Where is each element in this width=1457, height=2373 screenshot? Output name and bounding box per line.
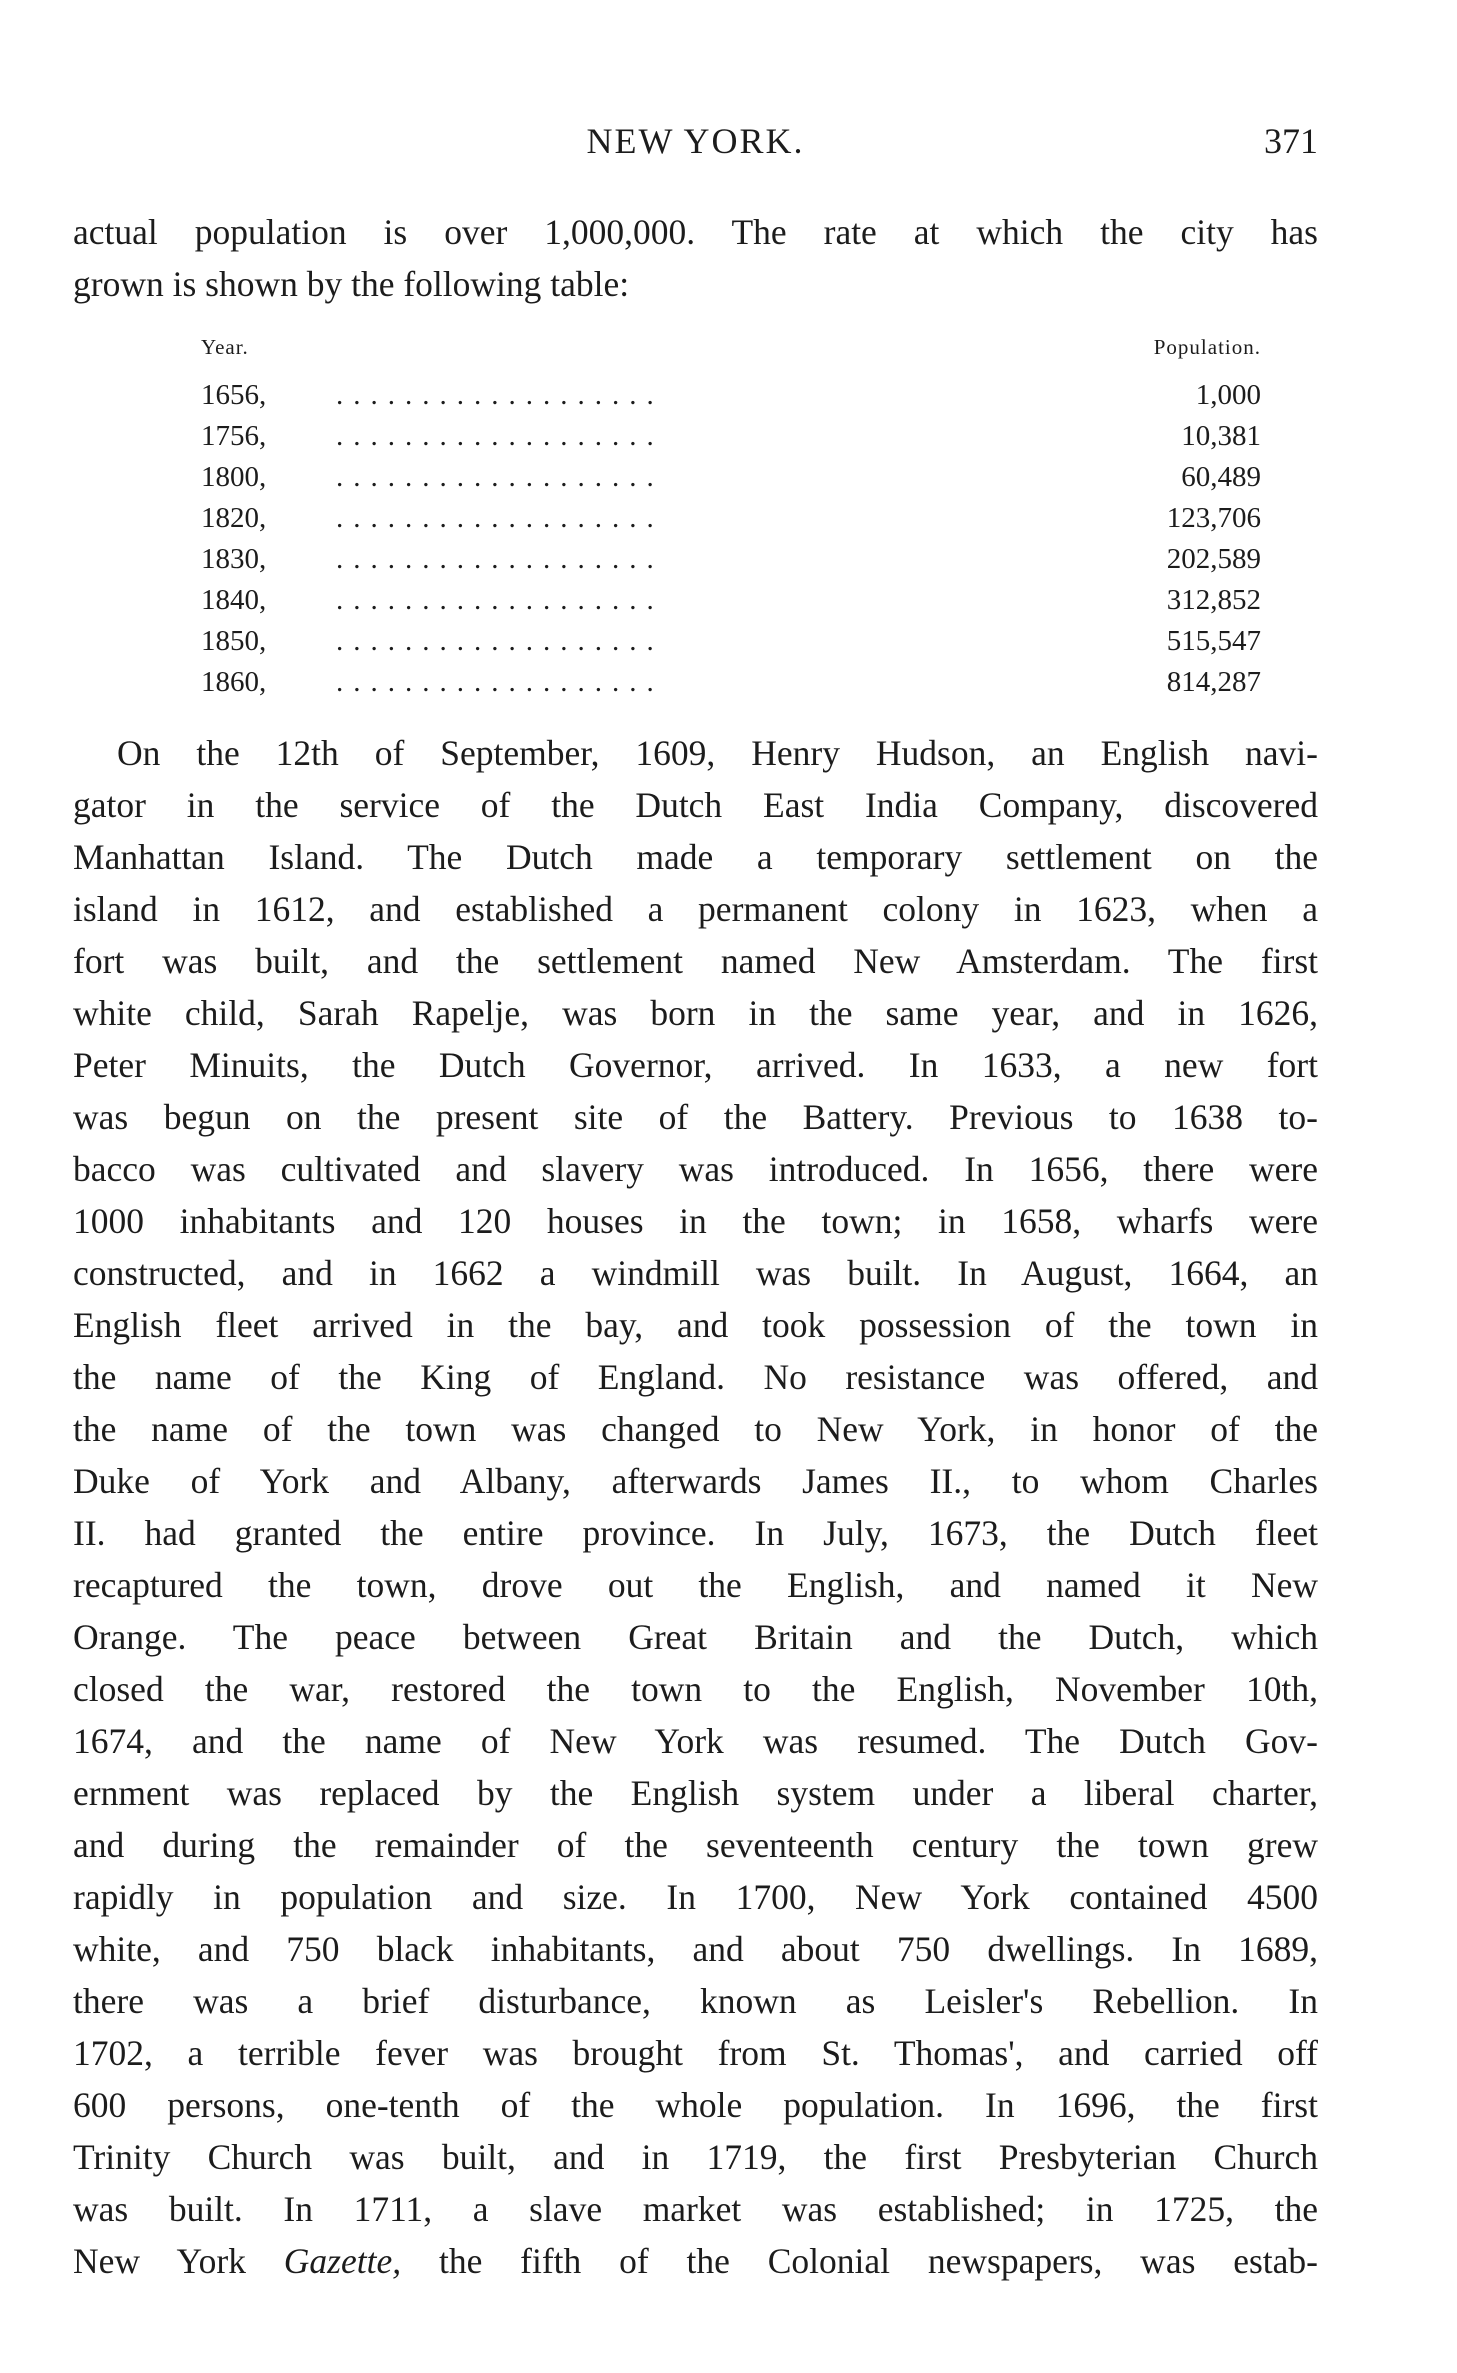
table-row	[201, 580, 1261, 621]
column-header-population: Population.	[1153, 335, 1261, 359]
year-cell: 1656,	[201, 379, 267, 411]
intro-paragraph	[73, 206, 1318, 310]
text-line: On the 12th of September, 1609, Henry Hudson, an English navi-	[117, 733, 1318, 773]
dot-leader: ...................	[336, 666, 664, 698]
page-number: 371	[1264, 121, 1318, 161]
text-line: Duke of York and Albany, afterwards James II., to whom Charles	[73, 1461, 1318, 1501]
table-row	[201, 457, 1261, 498]
table-row	[201, 498, 1261, 539]
population-cell: 60,489	[1181, 461, 1261, 493]
population-cell: 1,000	[1195, 379, 1261, 411]
dot-leader: ...................	[336, 543, 664, 575]
text-line: grown is shown by the following table:	[73, 264, 630, 304]
text-line: white, and 750 black inhabitants, and about 750 dwellings. In 1689,	[73, 1929, 1318, 1969]
text-fragment: New York	[73, 2241, 284, 2281]
table-row	[201, 375, 1261, 416]
population-cell: 123,706	[1166, 502, 1261, 534]
text-line: closed the war, restored the town to the English, November 10th,	[73, 1669, 1318, 1709]
population-cell: 10,381	[1181, 420, 1261, 452]
text-fragment: the fifth of the Colonial newspapers, was estab-	[401, 2241, 1318, 2281]
text-line: 1000 inhabitants and 120 houses in the town; in 1658, wharfs were	[73, 1201, 1318, 1241]
year-cell: 1860,	[201, 666, 267, 698]
page-header	[73, 120, 1318, 170]
running-head: NEW YORK.	[586, 121, 805, 161]
population-cell: 515,547	[1166, 625, 1261, 657]
text-line: Orange. The peace between Great Britain and the Dutch, which	[73, 1617, 1318, 1657]
column-header-year: Year.	[201, 335, 249, 359]
year-cell: 1830,	[201, 543, 267, 575]
text-line: Manhattan Island. The Dutch made a temporary settlement on the	[73, 837, 1318, 877]
text-line-final	[73, 2235, 1318, 2287]
dot-leader: ...................	[336, 420, 664, 452]
dot-leader: ...................	[336, 584, 664, 616]
year-cell: 1820,	[201, 502, 267, 534]
text-line: there was a brief disturbance, known as Leisler's Rebellion. In	[73, 1981, 1318, 2021]
population-cell: 312,852	[1166, 584, 1261, 616]
text-line: the name of the King of England. No resistance was offered, and	[73, 1357, 1318, 1397]
text-line: and during the remainder of the seventeenth century the town grew	[73, 1825, 1318, 1865]
text-line: rapidly in population and size. In 1700, New York contained 4500	[73, 1877, 1318, 1917]
population-table	[201, 335, 1261, 703]
table-row	[201, 621, 1261, 662]
book-page	[73, 0, 1318, 2373]
text-line: white child, Sarah Rapelje, was born in the same year, and in 1626,	[73, 993, 1318, 1033]
year-cell: 1756,	[201, 420, 267, 452]
text-line: II. had granted the entire province. In July, 1673, the Dutch fleet	[73, 1513, 1318, 1553]
text-line: was begun on the present site of the Battery. Previous to 1638 to-	[73, 1097, 1318, 1137]
population-cell: 202,589	[1166, 543, 1261, 575]
dot-leader: ...................	[336, 461, 664, 493]
table-row	[201, 539, 1261, 580]
table-row	[201, 416, 1261, 457]
text-line: the name of the town was changed to New York, in honor of the	[73, 1409, 1318, 1449]
text-line: 600 persons, one-tenth of the whole population. In 1696, the first	[73, 2085, 1318, 2125]
text-line: was built. In 1711, a slave market was established; in 1725, the	[73, 2189, 1318, 2229]
newspaper-title: Gazette,	[283, 2241, 402, 2281]
year-cell: 1840,	[201, 584, 267, 616]
text-line: fort was built, and the settlement named New Amsterdam. The first	[73, 941, 1318, 981]
dot-leader: ...................	[336, 502, 664, 534]
dot-leader: ...................	[336, 379, 664, 411]
text-line: constructed, and in 1662 a windmill was built. In August, 1664, an	[73, 1253, 1318, 1293]
text-line: gator in the service of the Dutch East India Company, discovered	[73, 785, 1318, 825]
text-line: Trinity Church was built, and in 1719, the first Presbyterian Church	[73, 2137, 1318, 2177]
population-cell: 814,287	[1166, 666, 1261, 698]
body-paragraph	[73, 727, 1318, 2287]
text-line: actual population is over 1,000,000. The rate at which the city has	[73, 212, 1318, 252]
text-line: English fleet arrived in the bay, and took possession of the town in	[73, 1305, 1318, 1345]
text-line: recaptured the town, drove out the English, and named it New	[73, 1565, 1318, 1605]
text-line: island in 1612, and established a permanent colony in 1623, when a	[73, 889, 1318, 929]
table-row	[201, 662, 1261, 703]
dot-leader: ...................	[336, 625, 664, 657]
year-cell: 1850,	[201, 625, 267, 657]
text-line: Peter Minuits, the Dutch Governor, arrived. In 1633, a new fort	[73, 1045, 1318, 1085]
year-cell: 1800,	[201, 461, 267, 493]
text-line: ernment was replaced by the English system under a liberal charter,	[73, 1773, 1318, 1813]
text-line: bacco was cultivated and slavery was introduced. In 1656, there were	[73, 1149, 1318, 1189]
text-line: 1702, a terrible fever was brought from St. Thomas', and carried off	[73, 2033, 1318, 2073]
table-header	[201, 335, 1261, 375]
text-line: 1674, and the name of New York was resumed. The Dutch Gov-	[73, 1721, 1318, 1761]
